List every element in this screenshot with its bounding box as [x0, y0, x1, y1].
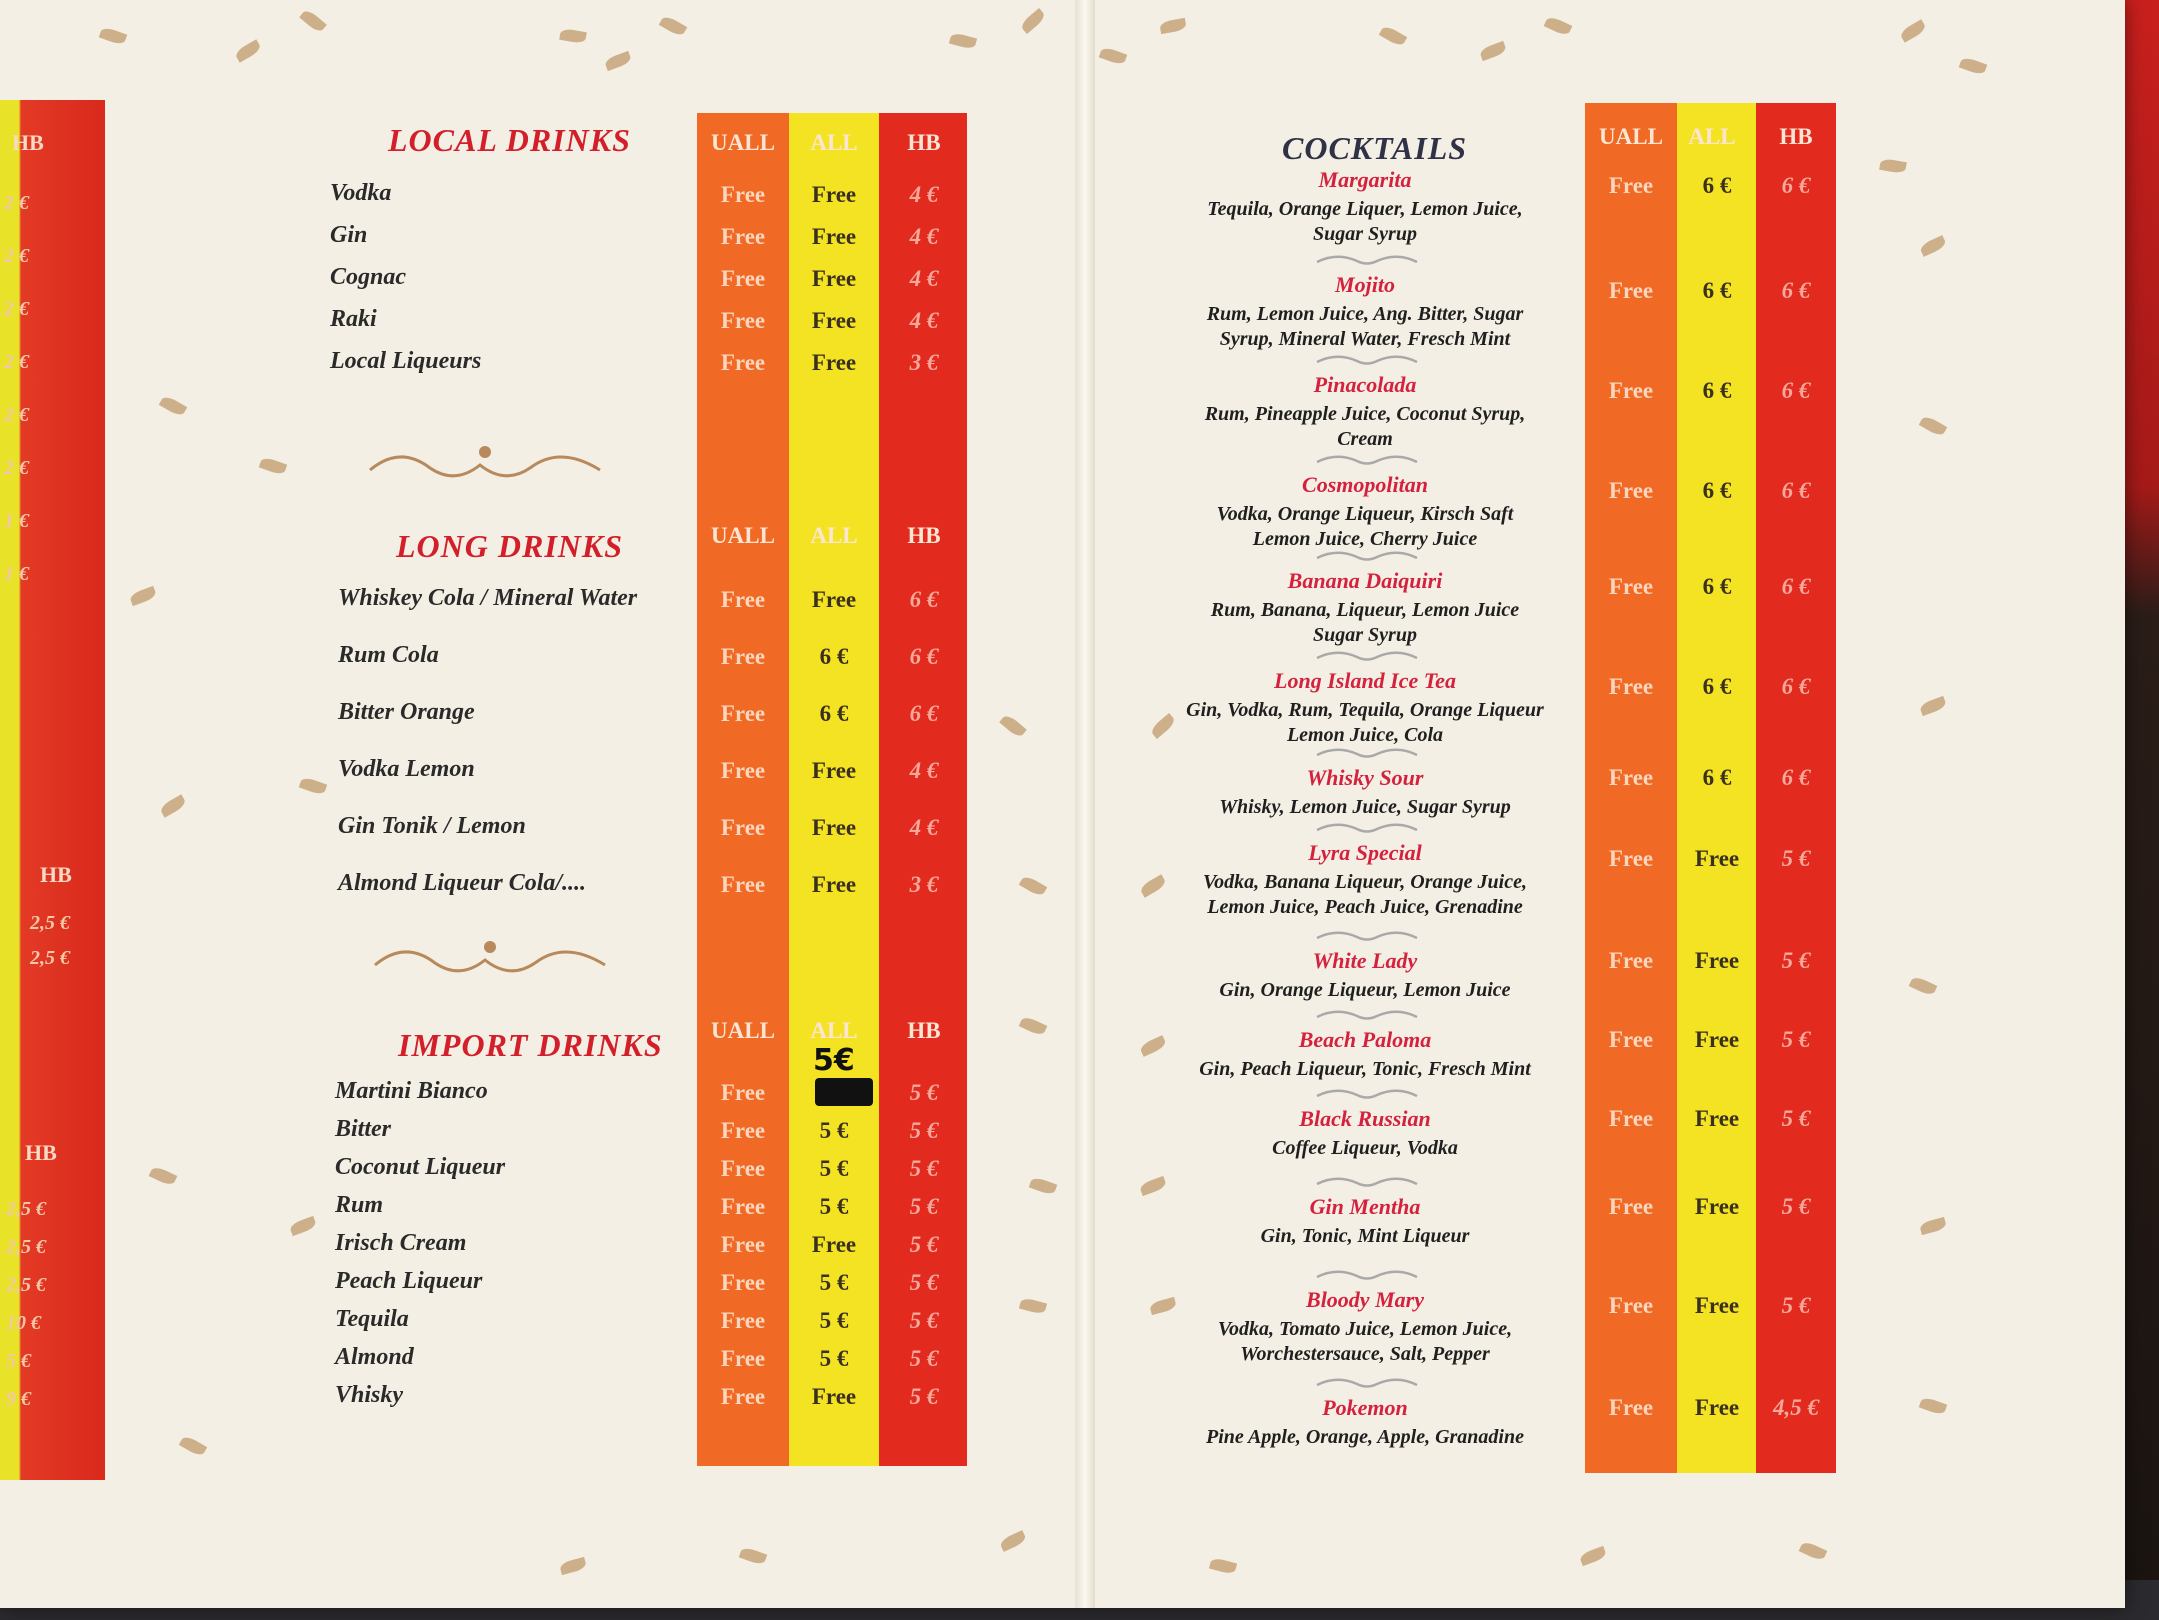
- price-all: 6 €: [819, 701, 849, 726]
- column-header-uall: UALL: [1599, 124, 1663, 149]
- price-uall: Free: [720, 308, 766, 333]
- price-all: Free: [811, 1384, 857, 1409]
- cocktail-description: Gin, Tonic, Mint Liqueur: [1260, 1225, 1470, 1247]
- drink-name: Vodka: [330, 180, 392, 206]
- price-hb: 5 €: [909, 1080, 939, 1105]
- price-uall: Free: [1608, 1027, 1654, 1052]
- back-price: 10 €: [6, 1312, 41, 1334]
- drink-name: Rum Cola: [338, 642, 439, 668]
- price-all: Free: [811, 1232, 857, 1257]
- price-uall: Free: [720, 350, 766, 375]
- price-uall: Free: [1608, 1194, 1654, 1219]
- cocktail-description: Pine Apple, Orange, Apple, Granadine: [1206, 1426, 1524, 1448]
- drink-name: Vodka Lemon: [338, 756, 475, 782]
- price-hb: 6 €: [909, 644, 939, 669]
- column-header-all: ALL: [810, 1018, 858, 1043]
- drink-name: Local Liqueurs: [330, 348, 482, 374]
- leaf-ornament: [234, 39, 263, 62]
- cocktail-divider: [1312, 648, 1422, 664]
- price-all: 5 €: [819, 1194, 849, 1219]
- cocktail-name: Margarita: [1318, 167, 1412, 192]
- price-uall: Free: [1608, 1106, 1654, 1131]
- column-header-uall: UALL: [711, 523, 775, 548]
- cocktail-name: Lyra Special: [1308, 840, 1422, 865]
- drink-name: Coconut Liqueur: [335, 1154, 506, 1180]
- price-hb: 5 €: [909, 1232, 939, 1257]
- list-item: [0, 167, 2000, 257]
- price-hb: 4 €: [909, 182, 939, 207]
- back-price: 9 €: [6, 1388, 31, 1410]
- cocktail-name: Mojito: [1335, 272, 1395, 297]
- price-hb: 5 €: [1781, 1293, 1811, 1318]
- price-all: Free: [1694, 1395, 1740, 1420]
- drink-name: Gin Tonik / Lemon: [338, 813, 526, 839]
- cocktail-description: Rum, Lemon Juice, Ang. Bitter, Sugar Syrup, Mineral Water, Fresch Mint: [1206, 303, 1524, 350]
- cocktail-divider: [1312, 1375, 1422, 1391]
- import-drinks-title: IMPORT DRINKS: [398, 1027, 663, 1063]
- cocktail-divider: [1312, 745, 1422, 761]
- drink-name: Almond: [335, 1344, 414, 1370]
- cocktail-description: Vodka, Banana Liqueur, Orange Juice, Lemon Juice, Peach Juice, Grenadine: [1203, 871, 1527, 918]
- leaf-ornament: [1579, 1546, 1608, 1566]
- list-item: [0, 568, 2000, 658]
- price-all: Free: [1694, 1027, 1740, 1052]
- price-all: 5 €: [819, 1270, 849, 1295]
- drink-name: Martini Bianco: [335, 1078, 488, 1104]
- price-hb: 6 €: [1781, 278, 1811, 303]
- back-price: 2,5 €: [6, 1274, 46, 1296]
- drink-name: Bitter: [335, 1116, 392, 1142]
- price-hb: 4 €: [909, 224, 939, 249]
- leaf-ornament: [1799, 1540, 1828, 1562]
- drink-name: Vhisky: [335, 1382, 404, 1408]
- price-hb: 6 €: [1781, 674, 1811, 699]
- price-uall: Free: [720, 1270, 766, 1295]
- back-price: 2 €: [4, 404, 29, 426]
- column-header-all: ALL: [810, 523, 858, 548]
- list-item: [0, 272, 2000, 362]
- price-all: 6 €: [1702, 574, 1732, 599]
- cocktails-title: COCKTAILS: [1282, 130, 1468, 166]
- cocktail-name: Banana Daiquiri: [1287, 568, 1443, 593]
- price-uall: Free: [720, 1308, 766, 1333]
- cocktail-divider: [1312, 1267, 1422, 1283]
- cocktail-name: White Lady: [1312, 948, 1418, 973]
- price-uall: Free: [720, 758, 766, 783]
- column-header-all: ALL: [810, 130, 858, 155]
- cocktail-divider: [1312, 548, 1422, 564]
- price-hb: 5 €: [1781, 1027, 1811, 1052]
- price-all: Free: [811, 308, 857, 333]
- price-uall: Free: [720, 587, 766, 612]
- list-item: [0, 372, 2000, 462]
- price-uall: Free: [1608, 674, 1654, 699]
- price-hb: 6 €: [1781, 378, 1811, 403]
- price-all: Free: [1694, 1293, 1740, 1318]
- price-hb: 4 €: [909, 308, 939, 333]
- price-hb: 4 €: [909, 758, 939, 783]
- cocktail-divider: [1312, 1174, 1422, 1190]
- leaf-ornament: [1019, 8, 1047, 34]
- price-all: Free: [1694, 1194, 1740, 1219]
- price-hb: 5 €: [909, 1270, 939, 1295]
- price-all: 6 €: [1702, 674, 1732, 699]
- cocktail-divider: [1312, 1007, 1422, 1023]
- back-price: 2,5 €: [30, 912, 70, 934]
- leaf-ornament: [559, 28, 587, 44]
- price-hb: 3 €: [909, 872, 939, 897]
- column-header-uall: UALL: [711, 130, 775, 155]
- price-uall: Free: [1608, 278, 1654, 303]
- list-item: [0, 840, 2000, 930]
- price-hb: 4 €: [909, 815, 939, 840]
- price-all: 6 €: [1702, 173, 1732, 198]
- leaf-ornament: [99, 26, 128, 46]
- price-hb: 5 €: [909, 1346, 939, 1371]
- back-hb-label: HB: [40, 862, 72, 887]
- price-hb: 5 €: [1781, 1106, 1811, 1131]
- price-hb: 6 €: [1781, 765, 1811, 790]
- price-all: Free: [1694, 1106, 1740, 1131]
- drink-name: Raki: [330, 306, 377, 332]
- leaf-ornament: [1209, 1557, 1237, 1575]
- price-uall: Free: [720, 182, 766, 207]
- price-all: Free: [811, 224, 857, 249]
- cocktail-divider: [1312, 820, 1422, 836]
- cocktail-description: Coffee Liqueur, Vodka: [1272, 1137, 1458, 1159]
- list-item: [0, 1106, 2000, 1196]
- leaf-ornament: [1099, 46, 1128, 66]
- price-uall: Free: [1608, 948, 1654, 973]
- leaf-ornament: [1479, 41, 1508, 61]
- cocktail-description: Whisky, Lemon Juice, Sugar Syrup: [1219, 796, 1511, 818]
- price-hb: 6 €: [1781, 478, 1811, 503]
- leaf-ornament: [1544, 15, 1573, 37]
- price-all: 5 €: [819, 1118, 849, 1143]
- back-price: 2,5 €: [30, 947, 70, 969]
- list-item: [0, 1194, 2000, 1284]
- cocktail-divider: [1312, 352, 1422, 368]
- price-all: Free: [811, 815, 857, 840]
- price-hb: 5 €: [909, 1308, 939, 1333]
- cocktail-divider: [1312, 452, 1422, 468]
- price-all: 6 €: [1702, 478, 1732, 503]
- price-uall: Free: [720, 1080, 766, 1105]
- price-hb: 4 €: [909, 266, 939, 291]
- cocktail-name: Gin Mentha: [1309, 1194, 1421, 1219]
- list-item: [0, 1395, 2000, 1485]
- column-header-hb: HB: [907, 130, 941, 155]
- column-header-uall: UALL: [711, 1018, 775, 1043]
- back-price: 2 €: [4, 457, 29, 479]
- price-all: Free: [811, 350, 857, 375]
- leaf-ornament: [1899, 19, 1928, 42]
- price-hb: 5 €: [1781, 846, 1811, 871]
- back-price: 2 €: [4, 298, 29, 320]
- leaf-ornament: [659, 14, 688, 37]
- cocktail-name: Bloody Mary: [1306, 1287, 1424, 1312]
- leaf-ornament: [949, 32, 977, 50]
- back-hb-label: HB: [12, 130, 44, 155]
- list-item: [0, 1027, 2000, 1117]
- local-drinks-title: LOCAL DRINKS: [388, 122, 631, 158]
- price-uall: Free: [720, 224, 766, 249]
- price-hb: 6 €: [1781, 574, 1811, 599]
- price-all: Free: [811, 266, 857, 291]
- drink-name: Tequila: [335, 1306, 409, 1332]
- list-item: [0, 948, 2000, 1038]
- price-uall: Free: [1608, 173, 1654, 198]
- price-uall: Free: [1608, 846, 1654, 871]
- cocktail-description: Vodka, Orange Liqueur, Kirsch Saft Lemon Juice, Cherry Juice: [1216, 503, 1514, 550]
- price-uall: Free: [720, 1156, 766, 1181]
- drink-name: Whiskey Cola / Mineral Water: [338, 585, 638, 611]
- back-hb-label: HB: [25, 1140, 57, 1165]
- price-hb: 5 €: [1781, 1194, 1811, 1219]
- price-uall: Free: [720, 644, 766, 669]
- drink-name: Bitter Orange: [338, 699, 475, 725]
- cocktail-description: Gin, Peach Liqueur, Tonic, Fresch Mint: [1199, 1058, 1531, 1080]
- leaf-ornament: [1959, 56, 1988, 76]
- back-price: 2,5 €: [6, 1198, 46, 1220]
- price-all: 6 €: [1702, 378, 1732, 403]
- cocktail-description: Rum, Pineapple Juice, Coconut Syrup, Cream: [1204, 403, 1526, 450]
- price-uall: Free: [720, 1194, 766, 1219]
- price-hb: 6 €: [909, 587, 939, 612]
- price-hb: 5 €: [909, 1194, 939, 1219]
- price-hb: 5 €: [909, 1384, 939, 1409]
- column-header-hb: HB: [907, 1018, 941, 1043]
- drink-name: Peach Liqueur: [335, 1268, 483, 1294]
- drink-name: Almond Liqueur Cola/....: [338, 870, 587, 896]
- price-uall: Free: [720, 266, 766, 291]
- price-uall: Free: [720, 1346, 766, 1371]
- price-uall: Free: [720, 872, 766, 897]
- column-header-all: ALL: [1688, 124, 1736, 149]
- price-all: Free: [811, 587, 857, 612]
- cocktail-description: Tequila, Orange Liquer, Lemon Juice, Sugar Syrup: [1207, 198, 1523, 245]
- list-item: [0, 472, 2000, 562]
- price-all: Free: [1694, 948, 1740, 973]
- leaf-ornament: [559, 1557, 587, 1575]
- cocktail-name: Beach Paloma: [1298, 1027, 1432, 1052]
- price-uall: Free: [720, 1232, 766, 1257]
- cocktail-name: Black Russian: [1299, 1106, 1431, 1131]
- list-item: [0, 1287, 2000, 1377]
- price-all: 6 €: [1702, 765, 1732, 790]
- column-header-hb: HB: [1779, 124, 1813, 149]
- price-hb: 5 €: [909, 1118, 939, 1143]
- price-hb: 3 €: [909, 350, 939, 375]
- cocktail-description: Gin, Orange Liqueur, Lemon Juice: [1219, 979, 1511, 1001]
- price-hb: 5 €: [909, 1156, 939, 1181]
- column-header-hb: HB: [907, 523, 941, 548]
- drink-name: Irisch Cream: [335, 1230, 467, 1256]
- back-price: 5 €: [6, 1350, 31, 1372]
- cocktail-divider: [1312, 928, 1422, 944]
- price-all: 5 €: [819, 1308, 849, 1333]
- cocktail-divider: [1312, 1086, 1422, 1102]
- price-uall: Free: [1608, 574, 1654, 599]
- cocktail-name: Long Island Ice Tea: [1274, 668, 1456, 693]
- price-uall: Free: [1608, 378, 1654, 403]
- price-all: Free: [1694, 846, 1740, 871]
- cocktail-divider: [1312, 252, 1422, 268]
- cocktail-name: Pinacolada: [1313, 372, 1417, 397]
- price-uall: Free: [1608, 1293, 1654, 1318]
- price-uall: Free: [1608, 765, 1654, 790]
- price-all: Free: [811, 872, 857, 897]
- drink-name: Rum: [335, 1192, 384, 1218]
- price-uall: Free: [720, 701, 766, 726]
- back-price: 2 €: [4, 192, 29, 214]
- price-hb: 5 €: [1781, 948, 1811, 973]
- cocktail-description: Gin, Vodka, Rum, Tequila, Orange Liqueur Lemon Juice, Cola: [1186, 699, 1544, 746]
- back-price: 2 €: [4, 245, 29, 267]
- price-all: Free: [811, 182, 857, 207]
- price-hb: 4,5 €: [1773, 1395, 1819, 1420]
- price-uall: Free: [720, 1118, 766, 1143]
- price-all: 6 €: [1702, 278, 1732, 303]
- handwritten-price: 5€: [813, 1043, 855, 1078]
- price-all: Free: [811, 758, 857, 783]
- cocktail-name: Cosmopolitan: [1302, 472, 1428, 497]
- cocktail-description: Vodka, Tomato Juice, Lemon Juice, Worchestersauce, Salt, Pepper: [1217, 1318, 1513, 1365]
- price-hb: 6 €: [1781, 173, 1811, 198]
- drink-name: Gin: [330, 222, 368, 248]
- long-drinks-title: LONG DRINKS: [396, 528, 624, 564]
- price-all: 5 €: [819, 1346, 849, 1371]
- leaf-ornament: [1379, 24, 1408, 47]
- price-hb: 6 €: [909, 701, 939, 726]
- price-uall: Free: [720, 1384, 766, 1409]
- back-price: 1 €: [4, 510, 29, 532]
- leaf-ornament: [999, 1530, 1028, 1552]
- back-price: 2 €: [4, 351, 29, 373]
- price-uall: Free: [1608, 1395, 1654, 1420]
- price-uall: Free: [720, 815, 766, 840]
- cocktail-name: Whisky Sour: [1306, 765, 1424, 790]
- price-all: 5 €: [819, 1156, 849, 1181]
- cocktail-description: Rum, Banana, Liqueur, Lemon Juice Sugar Syrup: [1210, 599, 1520, 646]
- price-all: 6 €: [819, 644, 849, 669]
- back-price: 2,5 €: [6, 1236, 46, 1258]
- leaf-ornament: [1159, 18, 1187, 34]
- back-price: 1 €: [4, 563, 29, 585]
- price-uall: Free: [1608, 478, 1654, 503]
- leaf-ornament: [739, 1546, 768, 1566]
- leaf-ornament: [604, 51, 633, 71]
- drink-name: Cognac: [330, 264, 407, 290]
- list-item: [0, 668, 2000, 758]
- cocktail-name: Pokemon: [1322, 1395, 1408, 1420]
- leaf-ornament: [299, 8, 327, 34]
